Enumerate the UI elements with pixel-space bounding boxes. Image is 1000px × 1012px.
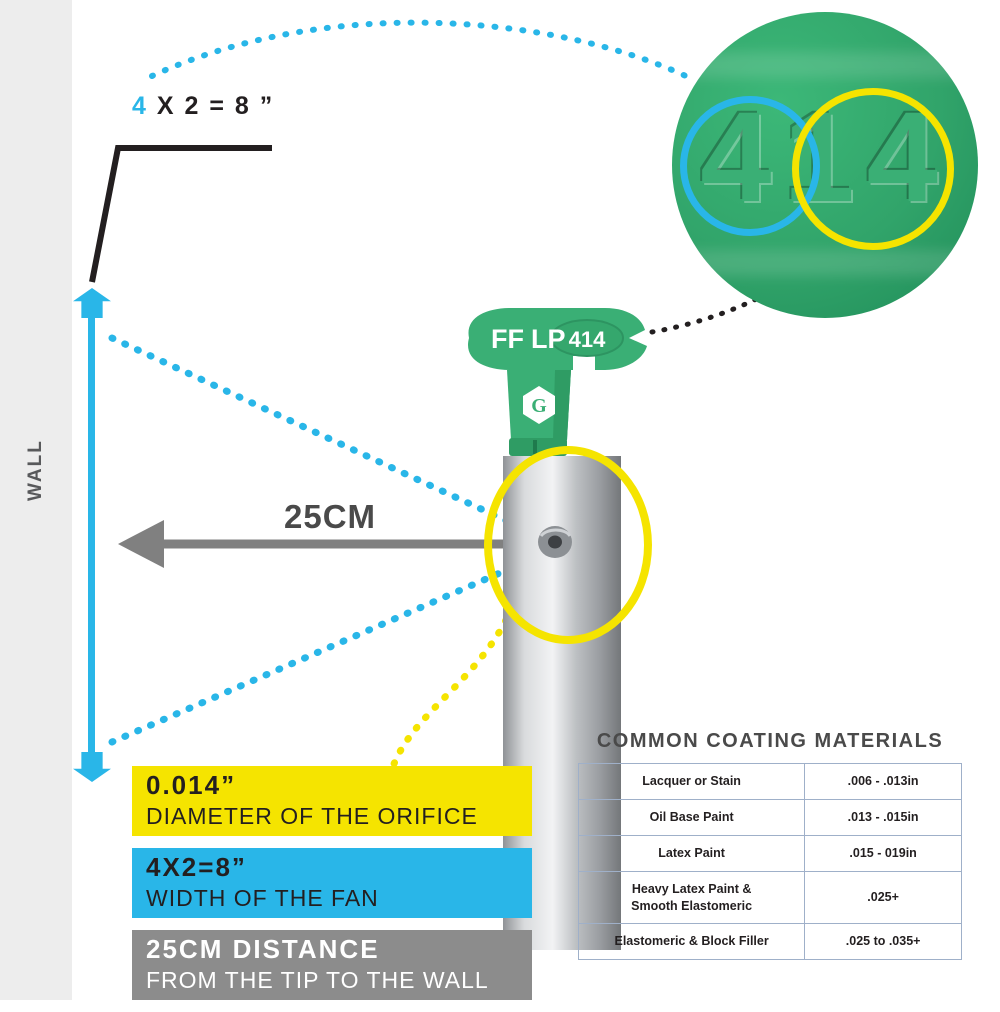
dotted-curve-fan-to-bubble [152, 23, 690, 78]
tip-neck-shadow [553, 370, 571, 440]
table-row [579, 835, 962, 871]
fan-width-callout-multiplier: 4 [132, 92, 148, 120]
coating-materials-body [579, 764, 962, 960]
table-cell-range: .006 - .013in [805, 764, 962, 800]
bubble-ridge-top [672, 52, 978, 78]
table-cell-material: Elastomeric & Block Filler [579, 924, 805, 960]
table-cell-range: .025 to .035+ [805, 924, 962, 960]
fan-width-callout [132, 92, 274, 121]
legend-distance-caption: FROM THE TIP TO THE WALL [146, 967, 489, 993]
fan-measure-axis [88, 300, 95, 778]
table-cell-material: Lacquer or Stain [579, 764, 805, 800]
tip-marking-ff: FF [491, 324, 524, 354]
table-cell-range: .025+ [805, 871, 962, 924]
tip-marking-lp: LP [531, 324, 566, 354]
legend-item-distance [132, 930, 532, 1000]
legend [132, 766, 532, 1012]
bubble-ridge-bottom [672, 250, 978, 276]
table-cell-material: Heavy Latex Paint & Smooth Elastomeric [579, 871, 805, 924]
table-cell-material: Oil Base Paint [579, 799, 805, 835]
table-cell-material: Latex Paint [579, 835, 805, 871]
table-row [579, 764, 962, 800]
legend-distance-value: 25CM DISTANCE [146, 934, 380, 964]
coating-materials-table [578, 763, 962, 960]
bubble-size-number: 414 [700, 86, 950, 229]
table-row [579, 799, 962, 835]
legend-orifice-caption: DIAMETER OF THE ORIFICE [146, 803, 478, 829]
legend-orifice-value: 0.014” [146, 770, 237, 800]
coating-materials-title: COMMON COATING MATERIALS [596, 730, 944, 752]
tip-size-stamp: 414 [568, 327, 606, 352]
table-cell-range: .013 - .015in [805, 799, 962, 835]
distance-label: 25CM [284, 498, 377, 535]
highlight-ring-orifice [484, 446, 652, 644]
brand-mark-letter: G [531, 395, 547, 417]
highlight-ring-orifice-digits [792, 88, 954, 250]
legend-fan-value: 4X2=8” [146, 852, 247, 882]
table-row [579, 924, 962, 960]
leader-bracket [92, 148, 272, 282]
legend-fan-caption: WIDTH OF THE FAN [146, 885, 379, 911]
coating-materials-panel [570, 730, 970, 960]
wall-label: WALL [25, 439, 46, 501]
fan-width-callout-rest: X 2 = 8 ” [147, 92, 275, 120]
table-row [579, 871, 962, 924]
legend-item-orifice [132, 766, 532, 836]
legend-item-fan [132, 848, 532, 918]
table-cell-range: .015 - 019in [805, 835, 962, 871]
